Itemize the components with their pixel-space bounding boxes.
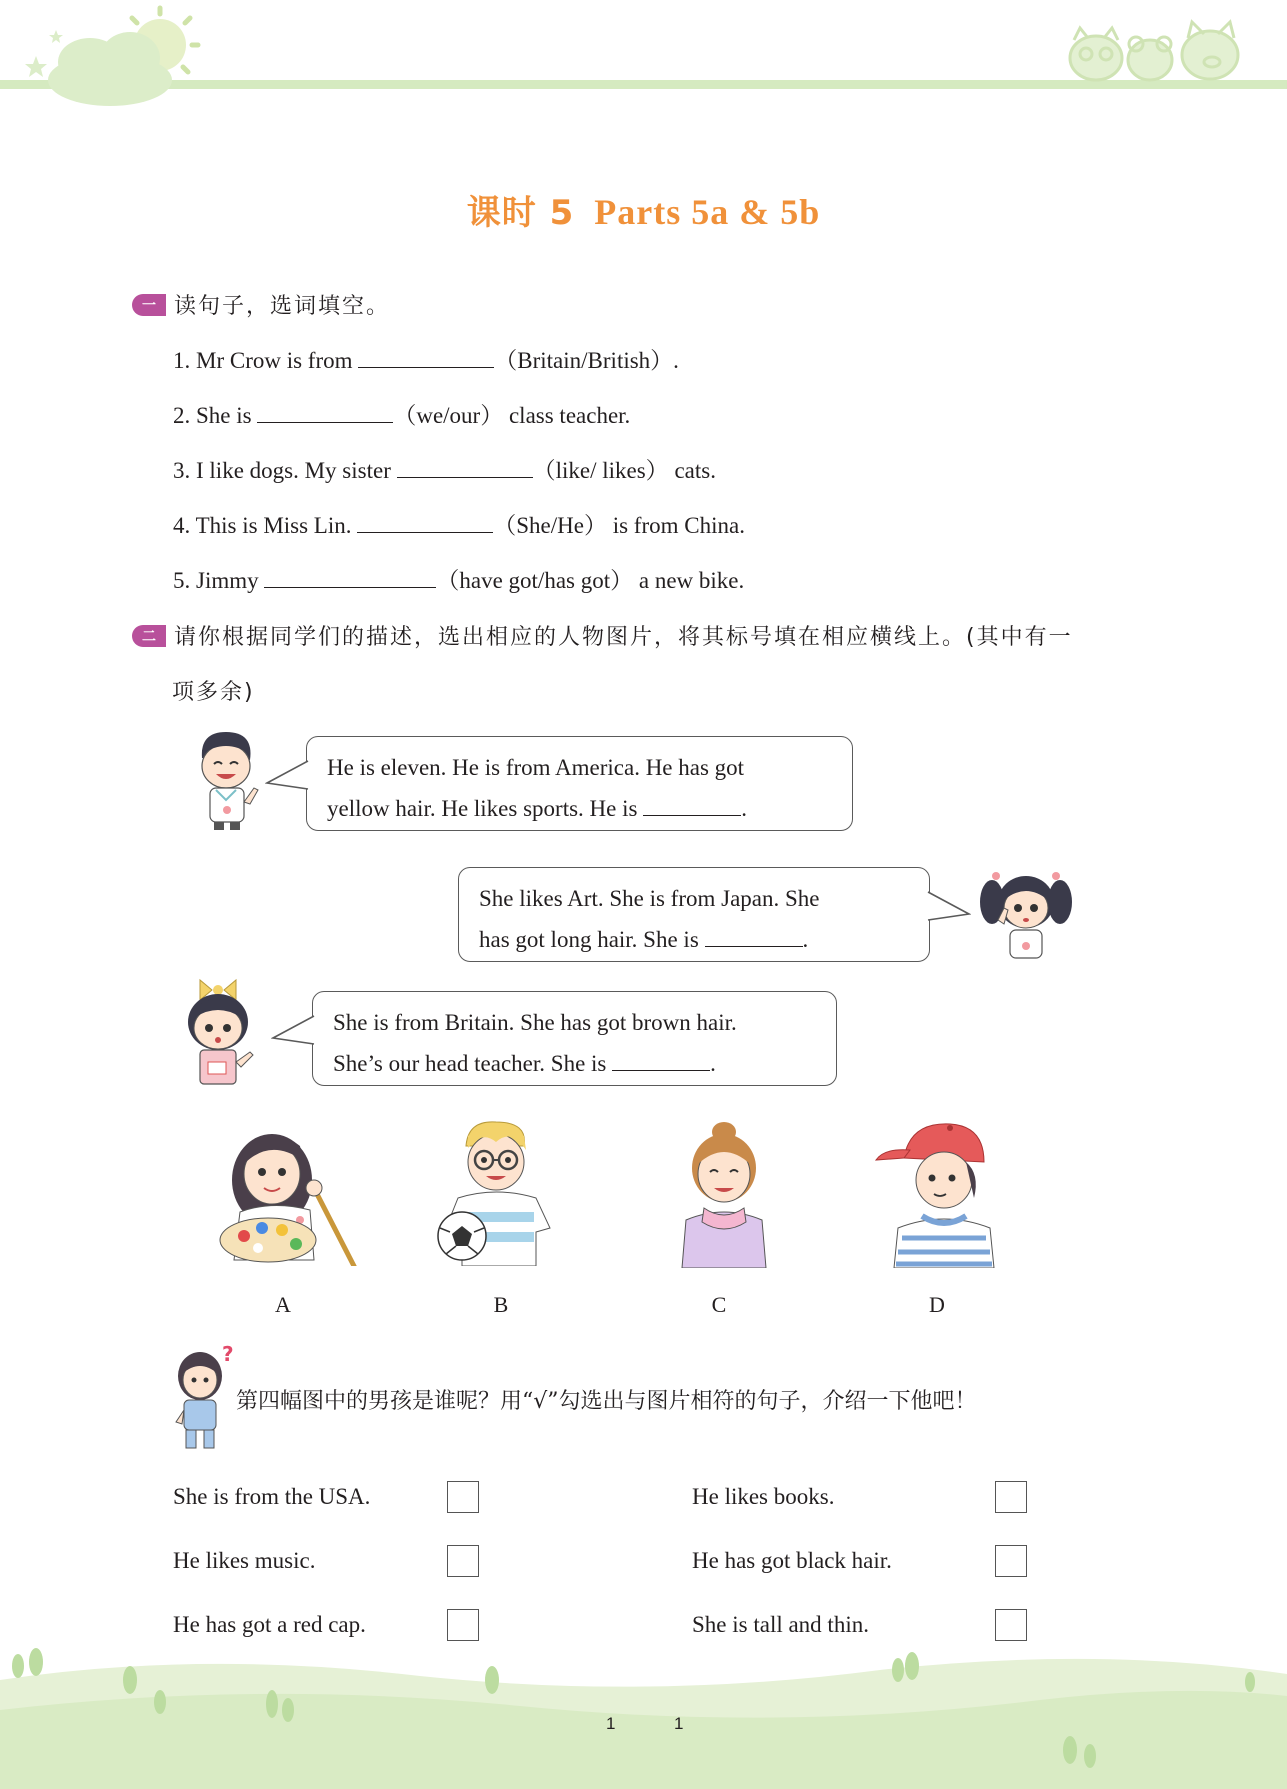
question-text-end: is from China. — [612, 513, 745, 538]
picture-a-girl-painter — [210, 1120, 360, 1266]
girl-pigtails-speaker-figure — [978, 862, 1074, 966]
cloud-icon — [48, 32, 172, 106]
answer-blank[interactable] — [358, 347, 494, 368]
checkbox-right-2[interactable] — [995, 1545, 1027, 1577]
option-right-3: She is tall and thin. — [692, 1612, 869, 1637]
question-text: 1. Mr Crow is from — [173, 348, 353, 373]
lesson-title-en: Parts 5a & 5b — [594, 192, 821, 232]
question-3 — [173, 452, 716, 485]
question-options: （Britain/British）. — [494, 348, 679, 373]
question-text-end: a new bike. — [638, 568, 745, 593]
question-options: （She/He） — [493, 513, 607, 538]
question-text: 5. Jimmy — [173, 568, 259, 593]
boy-speaker-figure — [186, 728, 266, 832]
option-left-2: He likes music. — [173, 1548, 316, 1573]
picture-label-a: A — [275, 1292, 291, 1317]
header-decoration — [0, 0, 1287, 120]
answer-blank[interactable] — [264, 567, 436, 588]
checkbox-left-3[interactable] — [447, 1609, 479, 1641]
question-2 — [173, 397, 630, 430]
question-text: 2. She is — [173, 403, 252, 428]
answer-blank[interactable] — [397, 457, 533, 478]
picture-b-boy-football — [432, 1116, 564, 1266]
question-5 — [173, 562, 744, 595]
checkbox-right-1[interactable] — [995, 1481, 1027, 1513]
picture-d-boy-red-cap — [874, 1118, 1010, 1268]
bubble-text: She is from Britain. She has got brown hair. — [333, 1010, 737, 1035]
bubble-text: She likes Art. She is from Japan. She — [479, 886, 820, 911]
option-right-2: He has got black hair. — [692, 1548, 892, 1573]
question-text-end: class teacher. — [508, 403, 631, 428]
bubble-text: yellow hair. He likes sports. He is — [327, 796, 638, 821]
section-2-badge: 二 — [132, 625, 166, 647]
page-number-right: 1 — [674, 1714, 684, 1733]
answer-blank[interactable] — [643, 795, 741, 816]
animal-faces-icon — [1070, 22, 1238, 80]
speech-bubble-1 — [306, 736, 853, 831]
section-2-instruction-line2: 项多余) — [172, 680, 255, 705]
section-1-heading — [132, 289, 390, 320]
bubble-text: She’s our head teacher. She is — [333, 1051, 607, 1076]
task-instruction: 第四幅图中的男孩是谁呢？用“√”勾选出与图片相符的句子，介绍一下他吧！ — [236, 1389, 977, 1414]
option-left-3: He has got a red cap. — [173, 1612, 366, 1637]
section-2-instruction-line1: 请你根据同学们的描述，选出相应的人物图片，将其标号填在相应横线上。(其中有一 — [174, 625, 1073, 650]
option-left-1: She is from the USA. — [173, 1484, 371, 1509]
question-text: 4. This is Miss Lin. — [173, 513, 352, 538]
footer-hills-decoration — [0, 1640, 1287, 1789]
picture-label-d: D — [929, 1292, 945, 1317]
question-4 — [173, 507, 745, 540]
bubble-text-end: . — [741, 796, 747, 821]
girl-bow-speaker-figure — [172, 976, 268, 1094]
question-1 — [173, 342, 679, 375]
question-text-end: cats. — [674, 458, 716, 483]
question-text: 3. I like dogs. My sister — [173, 458, 391, 483]
question-options: （have got/has got） — [436, 568, 634, 593]
question-options: （like/ likes） — [532, 458, 669, 483]
picture-c-woman-bun — [666, 1118, 784, 1268]
question-mark-icon: ? — [222, 1342, 234, 1366]
lesson-title — [0, 185, 1287, 234]
bubble-text-end: . — [802, 927, 809, 952]
checkbox-right-3[interactable] — [995, 1609, 1027, 1641]
answer-blank[interactable] — [257, 402, 393, 423]
section-1-badge: 一 — [132, 294, 166, 316]
section-2-heading — [132, 620, 1073, 651]
picture-label-b: B — [493, 1292, 509, 1317]
bubble-text-end: . — [710, 1051, 716, 1076]
speech-bubble-2 — [458, 867, 930, 962]
checkbox-left-1[interactable] — [447, 1481, 479, 1513]
answer-blank[interactable] — [705, 926, 803, 947]
speech-bubble-3 — [312, 991, 837, 1086]
picture-label-c: C — [711, 1292, 727, 1317]
section-1-instruction: 读句子，选词填空。 — [174, 294, 391, 319]
answer-blank[interactable] — [357, 512, 493, 533]
page-number-left: 1 — [606, 1714, 616, 1733]
checkbox-left-2[interactable] — [447, 1545, 479, 1577]
bubble-text: has got long hair. She is — [479, 927, 699, 952]
option-right-1: He likes books. — [692, 1484, 835, 1509]
question-options: （we/our） — [393, 403, 504, 428]
answer-blank[interactable] — [612, 1050, 710, 1071]
lesson-title-cn: 课时 5 — [466, 193, 575, 233]
bubble-text: He is eleven. He is from America. He has got — [327, 755, 745, 780]
